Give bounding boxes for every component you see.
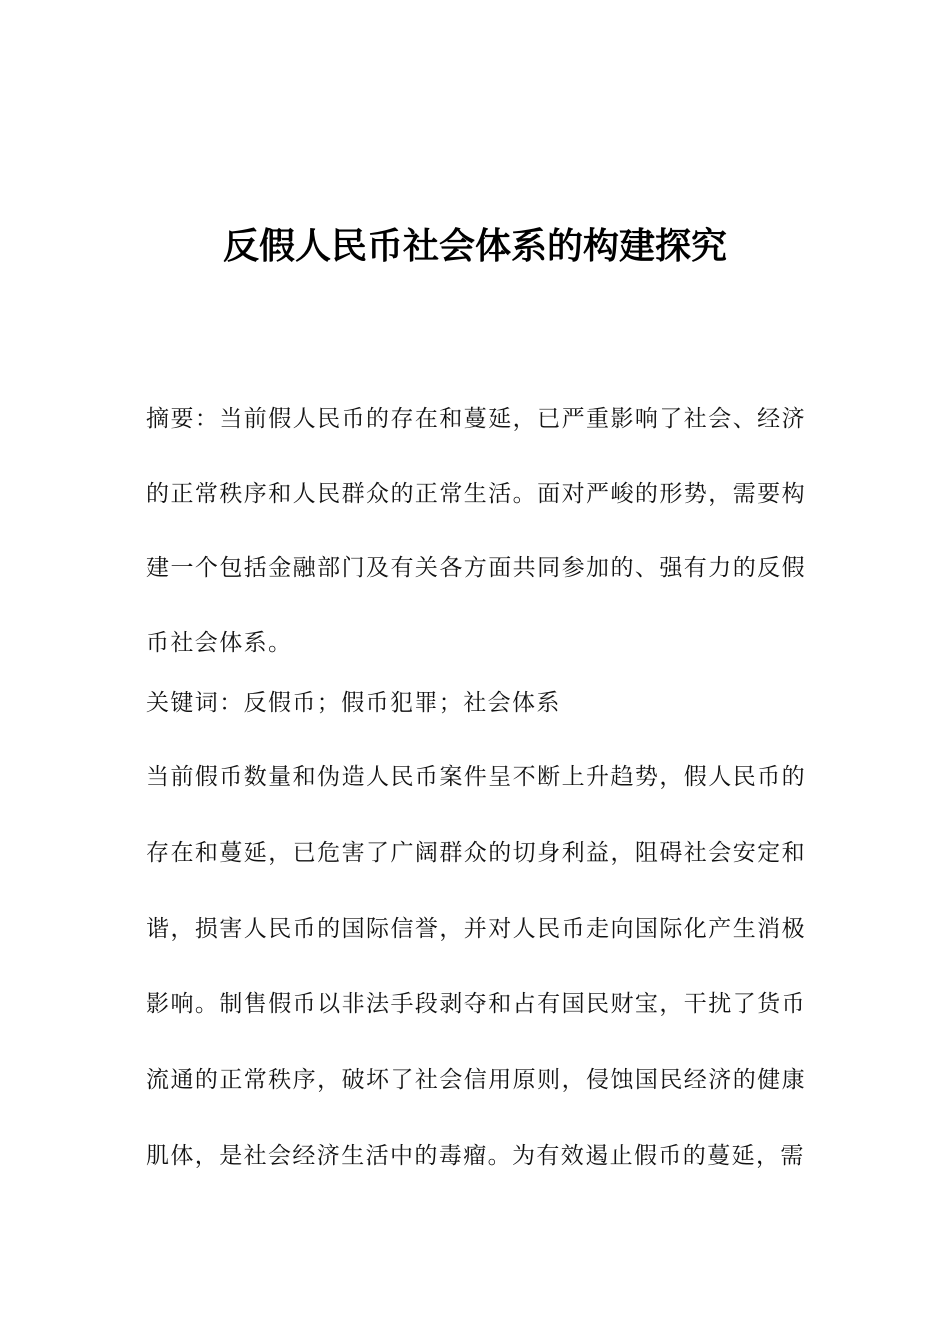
document-title: 反假人民币社会体系的构建探究 (222, 226, 727, 267)
abstract-paragraph: 摘要：当前假人民币的存在和蔓延，已严重影响了社会、经济的正常秩序和人民群众的正常生活。面对严峻的形势，需要构建一个包括金融部门及有关各方面共同参加的、强有力的反假币社会体系。 (146, 406, 806, 656)
body-paragraph: 当前假币数量和伪造人民币案件呈不断上升趋势，假人民币的存在和蔓延，已危害了广阔群众的切身利益，阻碍社会安定和谐，损害人民币的国际信誉，并对人民币走向国际化产生消极影响。制售假币以非法手段剥夺和占有国民财宝，干扰了货币流通的正常秩序，破坏了社会信用原则，侵蚀国民经济的健康肌体，是社会经济生活中的毒瘤。为有效遏止假币的蔓延，需 (146, 764, 806, 1169)
keywords-line: 关键词：反假币；假币犯罪；社会体系 (146, 690, 561, 716)
